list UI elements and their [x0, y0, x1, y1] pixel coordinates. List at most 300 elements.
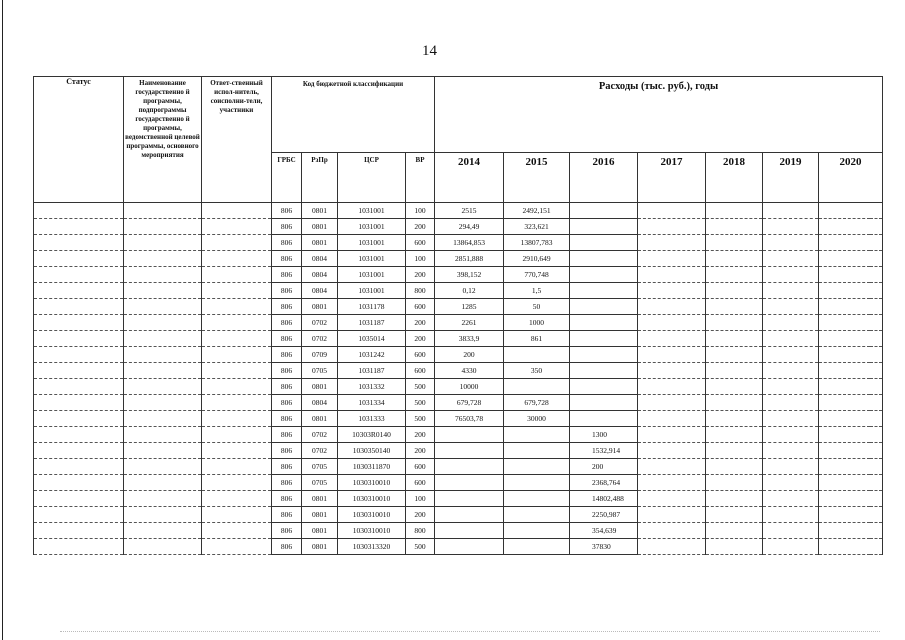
cell-y2015: [504, 491, 570, 507]
cell-y2015: 2910,649: [504, 251, 570, 267]
cell-y2015: 30000: [504, 411, 570, 427]
cell-grbs: 806: [272, 395, 302, 411]
cell-empty: [638, 299, 706, 315]
cell-empty: [638, 347, 706, 363]
cell-csr: 1031001: [338, 283, 406, 299]
cell-empty: [819, 363, 883, 379]
page-number: 14: [422, 43, 437, 59]
cell-empty: [706, 251, 763, 267]
cell-empty: [763, 203, 819, 219]
cell-empty: [638, 363, 706, 379]
header-year-2020: 2020: [819, 153, 883, 203]
cell-csr: 1030311870: [338, 459, 406, 475]
cell-empty: [638, 219, 706, 235]
cell-empty: [763, 379, 819, 395]
cell-csr: 1031001: [338, 251, 406, 267]
cell-empty: [34, 443, 124, 459]
cell-vr: 800: [406, 283, 435, 299]
cell-empty: [819, 331, 883, 347]
cell-y2014: 2851,888: [435, 251, 504, 267]
cell-y2014: [435, 539, 504, 555]
table-row: [34, 299, 883, 315]
cell-vr: 200: [406, 507, 435, 523]
cell-y2014: [435, 443, 504, 459]
cell-empty: [706, 331, 763, 347]
cell-empty: [706, 523, 763, 539]
cell-y2014: [435, 475, 504, 491]
cell-rzpr: 0801: [302, 411, 338, 427]
cell-y2016: 354,639: [570, 523, 638, 539]
table-row: [34, 411, 883, 427]
cell-y2014: 200: [435, 347, 504, 363]
cell-vr: 600: [406, 299, 435, 315]
cell-y2014: [435, 507, 504, 523]
cell-empty: [706, 395, 763, 411]
cell-grbs: 806: [272, 379, 302, 395]
cell-csr: 1031001: [338, 235, 406, 251]
cell-y2015: 323,621: [504, 219, 570, 235]
cell-y2015: 679,728: [504, 395, 570, 411]
cell-empty: [638, 315, 706, 331]
header-csr: ЦСР: [338, 153, 406, 203]
cell-csr: 1030313320: [338, 539, 406, 555]
cell-rzpr: 0801: [302, 491, 338, 507]
cell-empty: [763, 363, 819, 379]
cell-y2016: 14802,488: [570, 491, 638, 507]
cell-rzpr: 0702: [302, 331, 338, 347]
cell-y2015: 350: [504, 363, 570, 379]
cell-vr: 500: [406, 539, 435, 555]
cell-rzpr: 0801: [302, 203, 338, 219]
cell-empty: [819, 299, 883, 315]
cell-empty: [706, 315, 763, 331]
cell-vr: 200: [406, 427, 435, 443]
header-year-2014: 2014: [435, 153, 504, 203]
cell-empty: [819, 459, 883, 475]
cell-y2015: 770,748: [504, 267, 570, 283]
cell-grbs: 806: [272, 475, 302, 491]
table-row: [34, 251, 883, 267]
cell-empty: [819, 283, 883, 299]
cell-y2016: [570, 331, 638, 347]
cell-y2016: [570, 267, 638, 283]
cell-y2016: [570, 363, 638, 379]
cell-grbs: 806: [272, 267, 302, 283]
cell-empty: [763, 427, 819, 443]
cell-empty: [763, 539, 819, 555]
cell-csr: 1031242: [338, 347, 406, 363]
cell-empty: [34, 379, 124, 395]
cell-rzpr: 0804: [302, 251, 338, 267]
cell-empty: [202, 235, 272, 251]
cell-empty: [763, 523, 819, 539]
cell-y2014: 4330: [435, 363, 504, 379]
cell-y2016: 1532,914: [570, 443, 638, 459]
cell-empty: [202, 411, 272, 427]
cell-empty: [202, 491, 272, 507]
cell-empty: [124, 539, 202, 555]
cell-csr: 1031178: [338, 299, 406, 315]
cell-vr: 500: [406, 379, 435, 395]
cell-empty: [124, 267, 202, 283]
cell-empty: [819, 443, 883, 459]
cell-empty: [638, 411, 706, 427]
cell-empty: [124, 443, 202, 459]
cell-empty: [706, 443, 763, 459]
cell-y2016: [570, 251, 638, 267]
cell-y2015: [504, 427, 570, 443]
cell-y2014: 10000: [435, 379, 504, 395]
cell-empty: [819, 523, 883, 539]
cell-empty: [202, 203, 272, 219]
cell-empty: [706, 363, 763, 379]
cell-vr: 200: [406, 315, 435, 331]
cell-vr: 600: [406, 363, 435, 379]
cell-empty: [124, 363, 202, 379]
cell-empty: [124, 411, 202, 427]
cell-rzpr: 0801: [302, 299, 338, 315]
cell-vr: 100: [406, 203, 435, 219]
cell-empty: [763, 475, 819, 491]
table-row: [34, 235, 883, 251]
cell-grbs: 806: [272, 331, 302, 347]
cell-y2014: [435, 491, 504, 507]
cell-vr: 100: [406, 251, 435, 267]
cell-grbs: 806: [272, 523, 302, 539]
cell-empty: [34, 475, 124, 491]
cell-rzpr: 0801: [302, 219, 338, 235]
cell-y2015: [504, 347, 570, 363]
cell-csr: 1030310010: [338, 491, 406, 507]
cell-empty: [124, 459, 202, 475]
cell-empty: [638, 251, 706, 267]
cell-vr: 500: [406, 395, 435, 411]
cell-vr: 500: [406, 411, 435, 427]
header-rzpr: РзПр: [302, 153, 338, 203]
cell-grbs: 806: [272, 219, 302, 235]
cell-rzpr: 0705: [302, 363, 338, 379]
header-status: Статус: [34, 77, 124, 203]
cell-vr: 200: [406, 267, 435, 283]
cell-empty: [202, 427, 272, 443]
cell-grbs: 806: [272, 283, 302, 299]
cell-empty: [638, 427, 706, 443]
cell-y2014: 1285: [435, 299, 504, 315]
table-row: [34, 539, 883, 555]
cell-grbs: 806: [272, 203, 302, 219]
cell-csr: 1031334: [338, 395, 406, 411]
cell-grbs: 806: [272, 347, 302, 363]
cell-empty: [763, 411, 819, 427]
cell-csr: 10303R0140: [338, 427, 406, 443]
table-row: [34, 267, 883, 283]
cell-empty: [34, 411, 124, 427]
cell-empty: [819, 267, 883, 283]
cell-empty: [819, 491, 883, 507]
cell-y2016: 2250,987: [570, 507, 638, 523]
cell-grbs: 806: [272, 363, 302, 379]
cell-empty: [34, 299, 124, 315]
cell-csr: 1030350140: [338, 443, 406, 459]
table-row: [34, 427, 883, 443]
cell-vr: 200: [406, 219, 435, 235]
table-row: [34, 443, 883, 459]
cell-empty: [638, 539, 706, 555]
cell-empty: [202, 475, 272, 491]
cell-empty: [638, 267, 706, 283]
cell-empty: [638, 475, 706, 491]
cell-y2016: [570, 203, 638, 219]
cell-rzpr: 0702: [302, 315, 338, 331]
header-year-2019: 2019: [763, 153, 819, 203]
cell-empty: [706, 459, 763, 475]
cell-empty: [124, 379, 202, 395]
cell-empty: [638, 203, 706, 219]
cell-y2014: [435, 523, 504, 539]
cell-empty: [202, 459, 272, 475]
cell-empty: [124, 251, 202, 267]
cell-y2014: 679,728: [435, 395, 504, 411]
cell-empty: [763, 267, 819, 283]
cell-empty: [202, 299, 272, 315]
cell-empty: [34, 315, 124, 331]
cell-y2014: 398,152: [435, 267, 504, 283]
cell-empty: [202, 443, 272, 459]
cell-empty: [202, 379, 272, 395]
header-responsible: Ответ-ственный испол-нитель, соисполни-тели, участники: [202, 77, 272, 203]
cell-empty: [763, 299, 819, 315]
cell-empty: [34, 523, 124, 539]
cell-y2014: [435, 459, 504, 475]
table-row: [34, 315, 883, 331]
cell-empty: [638, 523, 706, 539]
cell-empty: [819, 379, 883, 395]
cell-y2016: [570, 395, 638, 411]
cell-empty: [124, 299, 202, 315]
cell-empty: [34, 427, 124, 443]
cell-vr: 600: [406, 459, 435, 475]
table-row: [34, 491, 883, 507]
cell-rzpr: 0801: [302, 235, 338, 251]
cell-y2015: [504, 539, 570, 555]
cell-empty: [706, 379, 763, 395]
cell-y2015: 1000: [504, 315, 570, 331]
cell-grbs: 806: [272, 251, 302, 267]
cell-rzpr: 0705: [302, 475, 338, 491]
cell-rzpr: 0702: [302, 427, 338, 443]
cell-empty: [202, 331, 272, 347]
cell-vr: 200: [406, 443, 435, 459]
cell-rzpr: 0801: [302, 507, 338, 523]
cell-empty: [34, 331, 124, 347]
cell-empty: [763, 219, 819, 235]
cell-grbs: 806: [272, 507, 302, 523]
cell-empty: [34, 347, 124, 363]
cell-y2014: 13864,853: [435, 235, 504, 251]
cell-empty: [819, 475, 883, 491]
cell-empty: [638, 443, 706, 459]
cell-empty: [819, 251, 883, 267]
cell-empty: [819, 507, 883, 523]
cell-empty: [763, 331, 819, 347]
cell-empty: [706, 299, 763, 315]
cell-empty: [124, 203, 202, 219]
table-row: [34, 283, 883, 299]
cell-grbs: 806: [272, 411, 302, 427]
cell-empty: [124, 427, 202, 443]
cell-empty: [819, 347, 883, 363]
cell-empty: [763, 235, 819, 251]
cell-csr: 1031332: [338, 379, 406, 395]
cell-empty: [706, 267, 763, 283]
cell-empty: [819, 411, 883, 427]
header-budget-code: Код бюджетной классификации: [272, 77, 435, 153]
cell-empty: [124, 475, 202, 491]
cell-grbs: 806: [272, 315, 302, 331]
cell-y2015: 13807,783: [504, 235, 570, 251]
cell-empty: [706, 219, 763, 235]
cell-empty: [706, 491, 763, 507]
cell-rzpr: 0702: [302, 443, 338, 459]
cell-empty: [202, 523, 272, 539]
cell-empty: [706, 283, 763, 299]
cell-vr: 800: [406, 523, 435, 539]
cell-empty: [706, 235, 763, 251]
cell-csr: 1030310010: [338, 507, 406, 523]
cell-empty: [638, 235, 706, 251]
cell-y2016: 200: [570, 459, 638, 475]
cell-csr: 1031001: [338, 203, 406, 219]
cell-empty: [34, 459, 124, 475]
cell-empty: [706, 203, 763, 219]
cell-y2016: [570, 379, 638, 395]
cell-empty: [819, 203, 883, 219]
cell-empty: [34, 539, 124, 555]
cell-rzpr: 0709: [302, 347, 338, 363]
table-row: [34, 219, 883, 235]
cell-empty: [34, 395, 124, 411]
cell-y2014: 2261: [435, 315, 504, 331]
cell-empty: [124, 507, 202, 523]
cell-empty: [34, 507, 124, 523]
cell-empty: [638, 507, 706, 523]
cell-csr: 1030310010: [338, 523, 406, 539]
cell-y2015: [504, 459, 570, 475]
cell-rzpr: 0705: [302, 459, 338, 475]
cell-empty: [124, 283, 202, 299]
cell-grbs: 806: [272, 491, 302, 507]
cell-empty: [638, 395, 706, 411]
table-row: [34, 203, 883, 219]
cell-csr: 1031333: [338, 411, 406, 427]
header-expenses: Расходы (тыс. руб.), годы: [435, 77, 883, 153]
cell-grbs: 806: [272, 539, 302, 555]
cell-empty: [124, 315, 202, 331]
cell-empty: [763, 395, 819, 411]
cell-y2016: 1300: [570, 427, 638, 443]
cell-empty: [763, 443, 819, 459]
cell-y2015: 50: [504, 299, 570, 315]
cell-vr: 200: [406, 331, 435, 347]
cell-empty: [638, 379, 706, 395]
cell-empty: [34, 491, 124, 507]
cell-empty: [706, 427, 763, 443]
cell-csr: 1030310010: [338, 475, 406, 491]
cell-empty: [706, 347, 763, 363]
cell-empty: [124, 347, 202, 363]
cell-empty: [763, 459, 819, 475]
cell-empty: [202, 219, 272, 235]
cell-grbs: 806: [272, 235, 302, 251]
cell-y2015: [504, 379, 570, 395]
cell-empty: [638, 491, 706, 507]
cell-empty: [819, 395, 883, 411]
table-row: [34, 331, 883, 347]
cell-y2016: [570, 299, 638, 315]
cell-empty: [819, 315, 883, 331]
cell-empty: [706, 539, 763, 555]
cell-empty: [202, 347, 272, 363]
table-row: [34, 395, 883, 411]
cell-empty: [124, 235, 202, 251]
cell-y2016: [570, 283, 638, 299]
cell-y2016: [570, 315, 638, 331]
header-year-2016: 2016: [570, 153, 638, 203]
table-row: [34, 363, 883, 379]
cell-grbs: 806: [272, 427, 302, 443]
cell-grbs: 806: [272, 299, 302, 315]
header-year-2018: 2018: [706, 153, 763, 203]
cell-empty: [34, 219, 124, 235]
cell-empty: [202, 363, 272, 379]
cell-y2016: 37830: [570, 539, 638, 555]
cell-y2016: 2368,764: [570, 475, 638, 491]
cell-empty: [763, 507, 819, 523]
budget-table: [33, 76, 883, 555]
cell-y2015: [504, 443, 570, 459]
cell-empty: [819, 235, 883, 251]
header-grbs: ГРБС: [272, 153, 302, 203]
cell-y2014: 2515: [435, 203, 504, 219]
cell-csr: 1031187: [338, 315, 406, 331]
cell-vr: 600: [406, 475, 435, 491]
cell-y2014: 0,12: [435, 283, 504, 299]
cell-empty: [202, 539, 272, 555]
cell-empty: [706, 411, 763, 427]
cell-y2014: 76503,78: [435, 411, 504, 427]
cell-empty: [202, 267, 272, 283]
table-body: [34, 203, 883, 555]
cell-empty: [763, 315, 819, 331]
header-name: Наименование государственно й программы, подпрограммы государственно й программы, ведомственной целевой программы, основного мероприятия: [124, 77, 202, 203]
cell-grbs: 806: [272, 443, 302, 459]
cell-y2016: [570, 235, 638, 251]
cell-empty: [124, 219, 202, 235]
scan-noise: [60, 631, 880, 636]
cell-empty: [34, 235, 124, 251]
cell-empty: [819, 427, 883, 443]
table-row: [34, 507, 883, 523]
cell-empty: [819, 539, 883, 555]
cell-y2016: [570, 411, 638, 427]
cell-y2016: [570, 347, 638, 363]
table-row: [34, 523, 883, 539]
cell-grbs: 806: [272, 459, 302, 475]
cell-csr: 1031187: [338, 363, 406, 379]
cell-empty: [706, 507, 763, 523]
cell-empty: [763, 251, 819, 267]
cell-y2015: [504, 523, 570, 539]
